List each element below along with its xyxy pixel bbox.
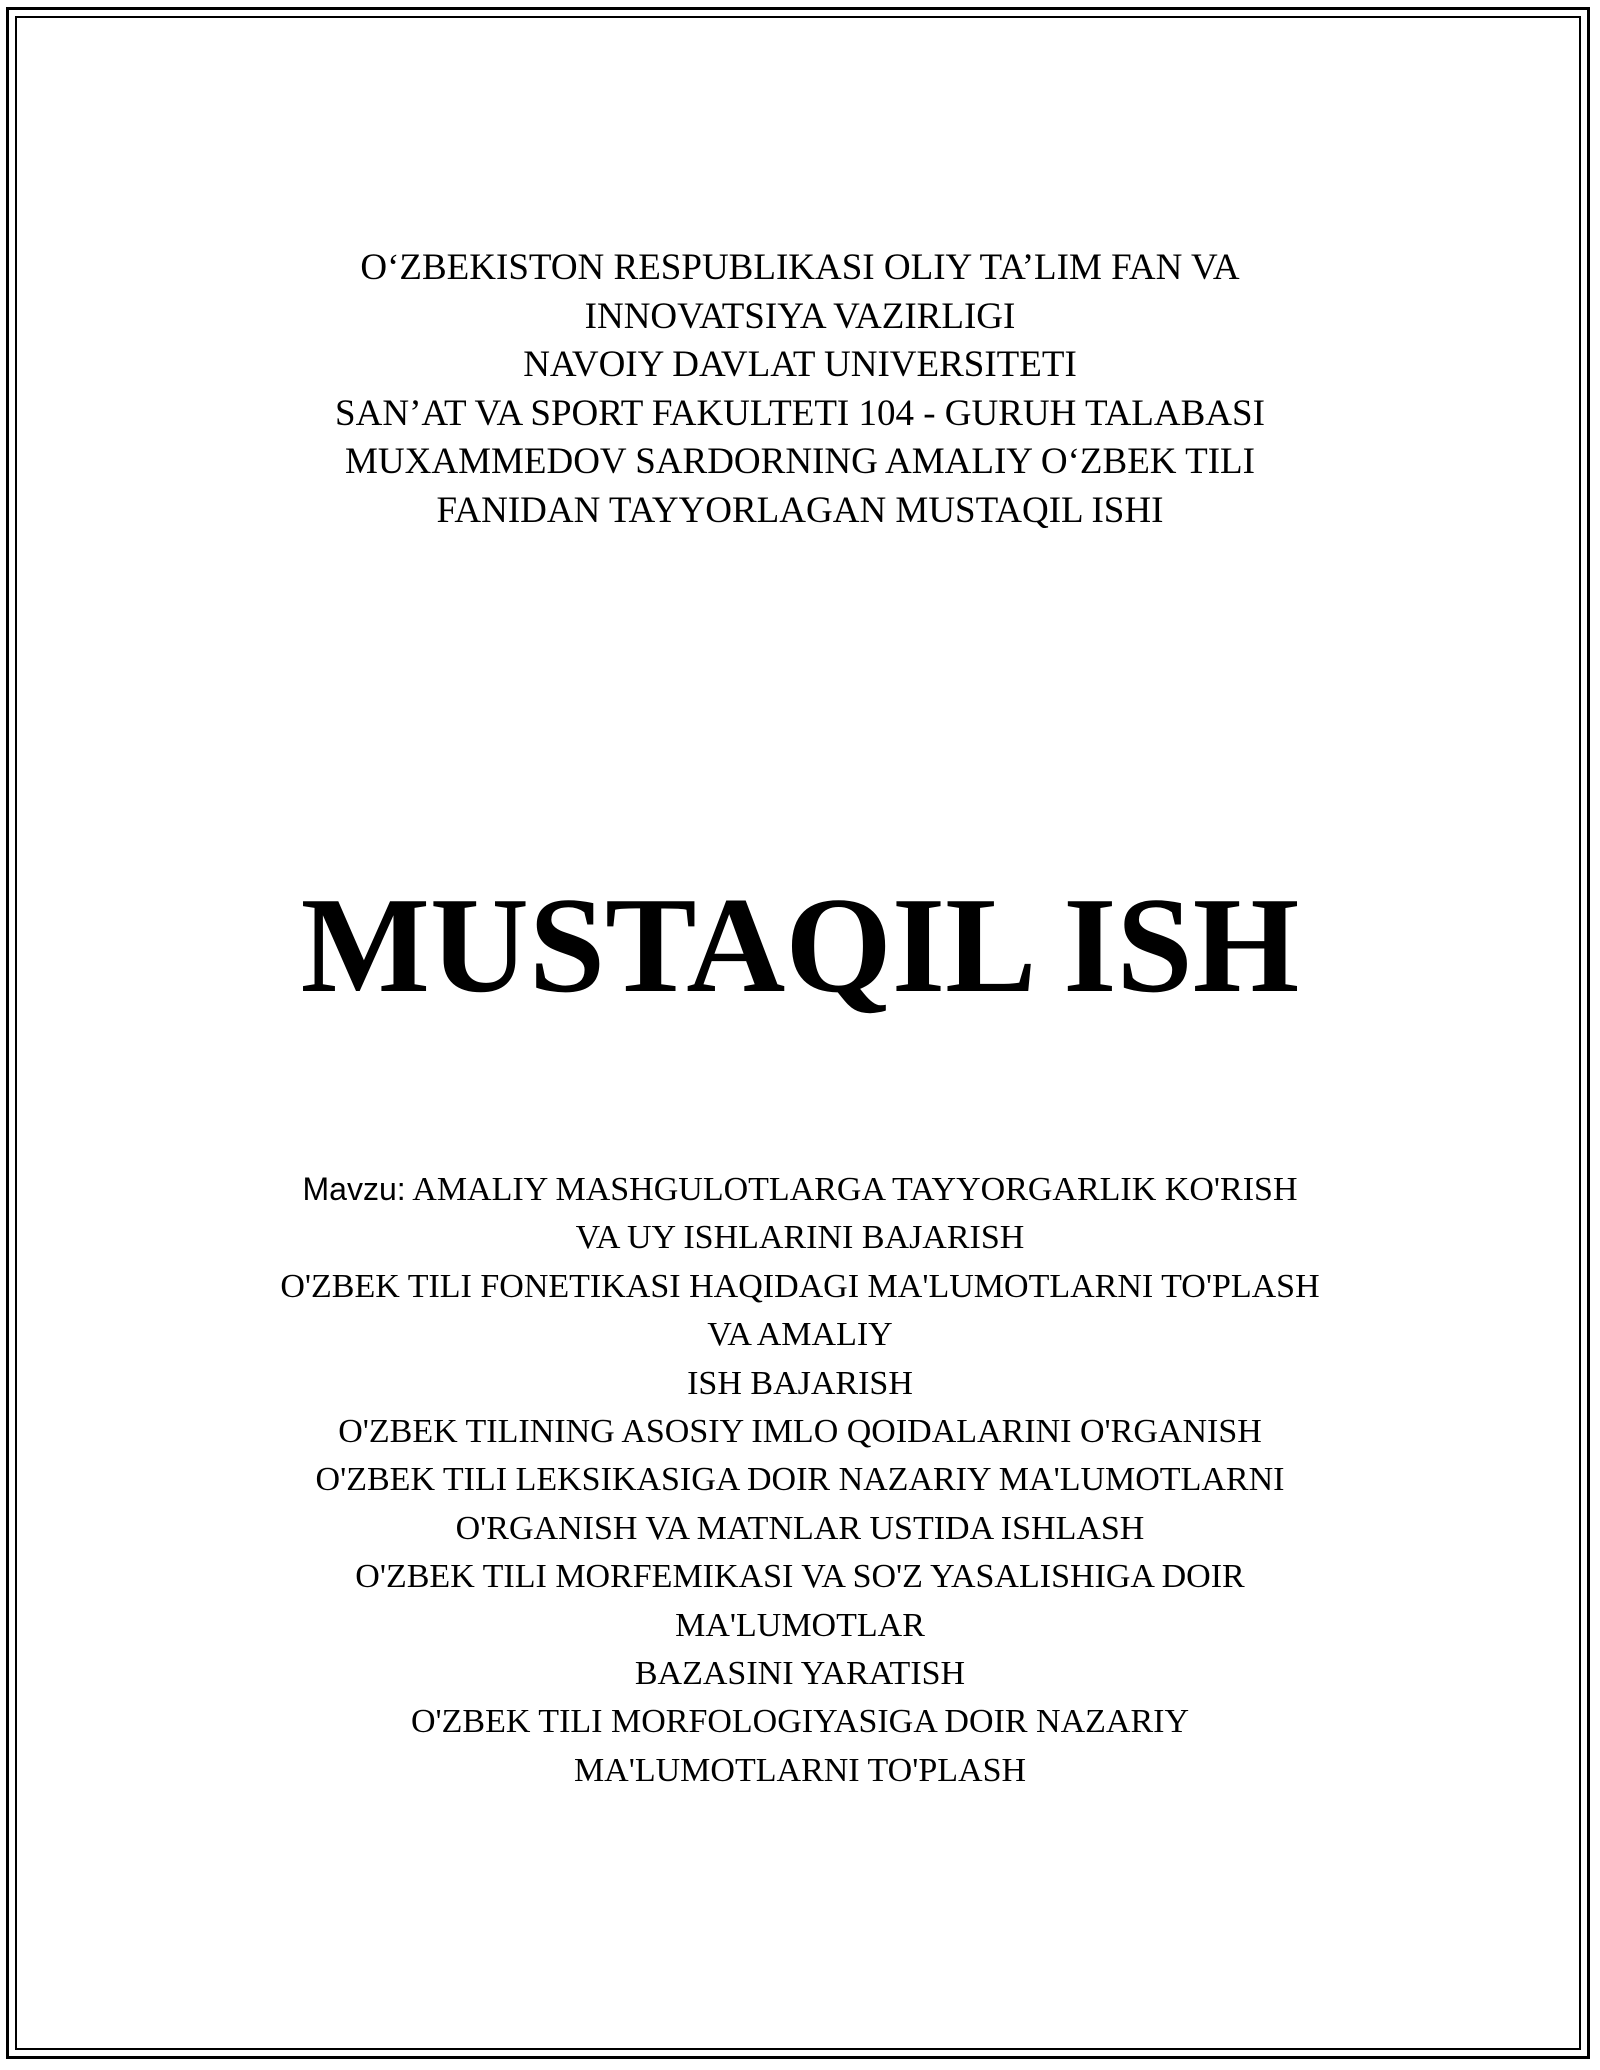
topic-label: Mavzu: — [302, 1171, 406, 1207]
topic-first-line — [0, 1165, 1600, 1214]
topic-line: O'ZBEK TILI LEKSIKASIGA DOIR NAZARIY MA'LUMOTLARNI — [315, 1461, 1285, 1499]
topic-line: VA AMALIY — [707, 1316, 893, 1354]
header-line: O‘ZBEKISTON RESPUBLIKASI OLIY TA’LIM FAN VA — [360, 247, 1240, 288]
header-line: FANIDAN TAYYORLAGAN MUSTAQIL ISHI — [436, 489, 1164, 531]
topic-line: BAZASINI YARATISH — [634, 1655, 966, 1693]
institution-header — [0, 244, 1600, 535]
header-line: MUXAMMEDOV SARDORNING AMALIY O‘ZBEK TILI — [345, 441, 1255, 482]
topic-section — [0, 1165, 1600, 1795]
header-line: SAN’AT VA SPORT FAKULTETI 104 - GURUH TALABASI — [335, 392, 1265, 434]
header-line: INNOVATSIYA VAZIRLIGI — [584, 295, 1016, 337]
topic-line: MA'LUMOTLAR — [675, 1606, 925, 1644]
topic-first-line-text: AMALIY MASHGULOTLARGA TAYYORGARLIK KO'RISH — [405, 1171, 1298, 1208]
topic-line: VA UY ISHLARINI BAJARISH — [575, 1219, 1025, 1257]
topic-line: O'RGANISH VA MATNLAR USTIDA ISHLASH — [455, 1509, 1145, 1547]
topic-line: O'ZBEK TILI FONETIKASI HAQIDAGI MA'LUMOTLARNI TO'PLASH — [280, 1267, 1320, 1305]
topic-line: O'ZBEK TILI MORFEMIKASI VA SO'Z YASALISHIGA DOIR — [355, 1558, 1245, 1596]
topic-line: O'ZBEK TILI MORFOLOGIYASIGA DOIR NAZARIY — [410, 1703, 1190, 1741]
topic-line: O'ZBEK TILINING ASOSIY IMLO QOIDALARINI O'RGANISH — [338, 1413, 1262, 1451]
topic-line: ISH BAJARISH — [687, 1364, 913, 1402]
header-line: NAVOIY DAVLAT UNIVERSITETI — [523, 344, 1077, 385]
document-title: MUSTAQIL ISH — [300, 869, 1300, 1021]
topic-line: MA'LUMOTLARNI TO'PLASH — [573, 1751, 1027, 1789]
